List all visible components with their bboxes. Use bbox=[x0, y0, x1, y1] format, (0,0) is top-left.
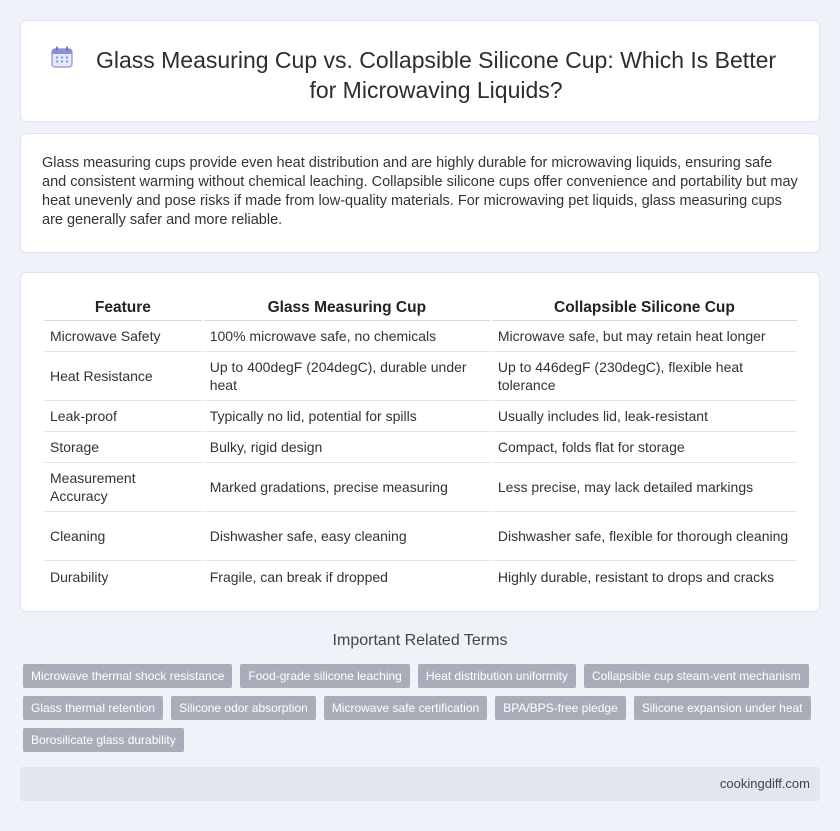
intro-card bbox=[20, 133, 820, 253]
comparison-card bbox=[20, 272, 820, 612]
cell-glass: Typically no lid, potential for spills bbox=[204, 401, 490, 432]
cell-silicone: Less precise, may lack detailed markings bbox=[492, 463, 797, 512]
cell-feature: Cleaning bbox=[44, 512, 202, 561]
cell-feature: Measurement Accuracy bbox=[44, 463, 202, 512]
cell-feature: Durability bbox=[50, 568, 109, 585]
page-title: Glass Measuring Cup vs. Collapsible Silicone Cup: Which Is Better for Microwaving Liquids? bbox=[95, 47, 777, 103]
table-row bbox=[44, 352, 797, 401]
cell-feature: Microwave Safety bbox=[44, 321, 202, 352]
cell-silicone: Usually includes lid, leak-resistant bbox=[492, 401, 797, 432]
related-terms-list bbox=[23, 664, 823, 752]
cell-silicone: Highly durable, resistant to drops and cracks bbox=[497, 568, 775, 585]
intro-text: Glass measuring cups provide even heat distribution and are highly durable for microwaving liquids, ensuring safe and consistent warming without chemical leaching. Collapsible silicone cups offer convenience and portability but may heat unevenly and pose risks if made from low-quality materials. For microwaving pet liquids, glass measuring cups are generally safer and more reliable. bbox=[42, 155, 798, 228]
cell-silicone: Dishwasher safe, flexible for thorough cleaning bbox=[492, 512, 797, 561]
header-glass: Glass Measuring Cup bbox=[204, 297, 490, 321]
table-row bbox=[44, 321, 797, 352]
related-tag[interactable]: Silicone odor absorption bbox=[171, 696, 316, 720]
cell-glass: Dishwasher safe, easy cleaning bbox=[204, 512, 490, 561]
cell-feature: Heat Resistance bbox=[44, 352, 202, 401]
footer bbox=[20, 767, 820, 801]
cell-glass: Bulky, rigid design bbox=[204, 432, 490, 463]
cell-glass: Marked gradations, precise measuring bbox=[204, 463, 490, 512]
footer-site-link[interactable]: cookingdiff.com bbox=[719, 776, 810, 791]
related-tag[interactable]: Microwave thermal shock resistance bbox=[23, 664, 232, 688]
table-row bbox=[44, 561, 797, 592]
related-tag[interactable]: Silicone expansion under heat bbox=[634, 696, 811, 720]
related-tag[interactable]: Glass thermal retention bbox=[23, 696, 163, 720]
table-header-row bbox=[44, 297, 797, 321]
related-terms-title: Important Related Terms bbox=[332, 632, 508, 649]
comparison-table bbox=[42, 297, 799, 592]
cell-glass: Up to 400degF (204degC), durable under heat bbox=[204, 352, 490, 401]
cell-feature: Leak-proof bbox=[44, 401, 202, 432]
table-row bbox=[44, 463, 797, 512]
header-silicone: Collapsible Silicone Cup bbox=[492, 297, 797, 321]
table-row bbox=[44, 432, 797, 463]
related-tag[interactable]: Microwave safe certification bbox=[324, 696, 487, 720]
title-card bbox=[20, 20, 820, 122]
cell-glass: 100% microwave safe, no chemicals bbox=[204, 321, 490, 352]
related-tag[interactable]: Collapsible cup steam-vent mechanism bbox=[584, 664, 809, 688]
related-tag[interactable]: Food-grade silicone leaching bbox=[240, 664, 409, 688]
related-tag[interactable]: Borosilicate glass durability bbox=[23, 728, 184, 752]
related-tag[interactable]: Heat distribution uniformity bbox=[418, 664, 576, 688]
related-tag[interactable]: BPA/BPS-free pledge bbox=[495, 696, 626, 720]
cell-silicone: Microwave safe, but may retain heat longer bbox=[492, 321, 797, 352]
cell-glass: Fragile, can break if dropped bbox=[209, 568, 388, 585]
cell-silicone: Compact, folds flat for storage bbox=[492, 432, 797, 463]
cell-feature: Storage bbox=[44, 432, 202, 463]
table-row bbox=[44, 401, 797, 432]
header-feature: Feature bbox=[44, 297, 202, 321]
table-row bbox=[44, 512, 797, 561]
cell-silicone: Up to 446degF (230degC), flexible heat tolerance bbox=[492, 352, 797, 401]
